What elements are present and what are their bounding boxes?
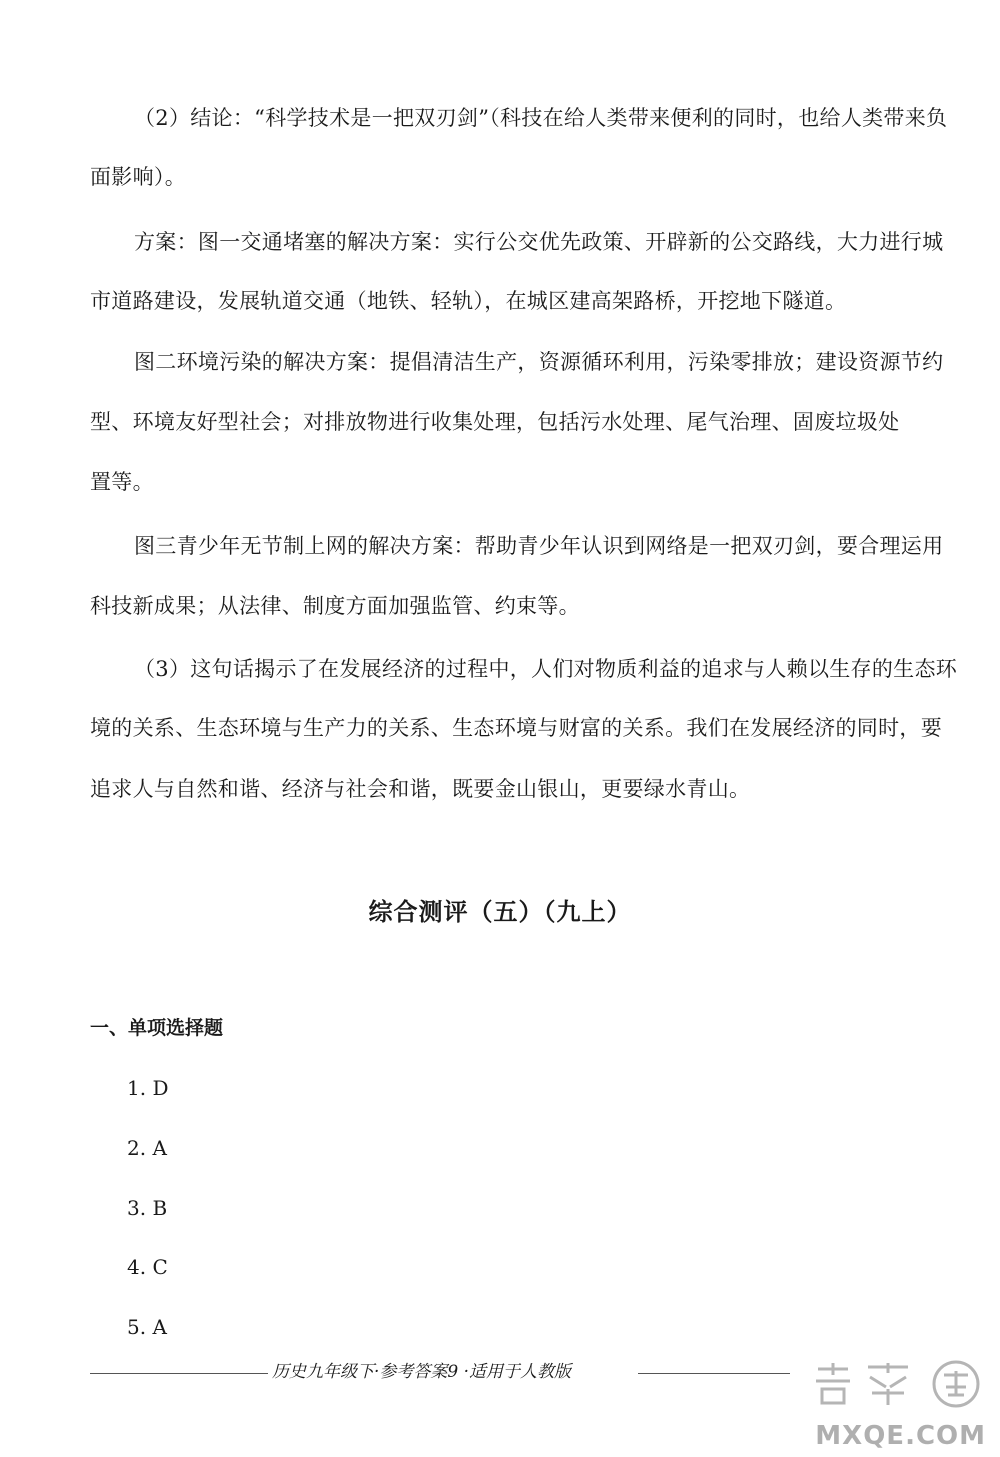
analysis-line-3: 追求人与自然和谐、经济与社会和谐，既要金山银山，更要绿水青山。 xyxy=(90,777,751,801)
answer-item: 1. D xyxy=(127,1076,169,1100)
plan-pollution-line-1: 图二环境污染的解决方案：提倡清洁生产，资源循环利用，污染零排放；建设资源节约 xyxy=(134,350,944,374)
conclusion-line-2: 面影响）。 xyxy=(90,165,186,189)
watermark-logo-icon xyxy=(806,1359,986,1409)
plan-pollution-line-3: 置等。 xyxy=(90,470,154,494)
answer-item: 4. C xyxy=(127,1255,168,1279)
watermark-site: MXQE.COM xyxy=(815,1421,986,1451)
analysis-line-1: （3）这句话揭示了在发展经济的过程中，人们对物质利益的追求与人赖以生存的生态环 xyxy=(134,657,958,681)
footer-text: 历史九年级下·参考答案9 ·适用于人教版 xyxy=(272,1362,572,1382)
answer-item: 2. A xyxy=(127,1136,167,1160)
plan-pollution-line-2: 型、环境友好型社会；对排放物进行收集处理，包括污水处理、尾气治理、固废垃圾处 xyxy=(90,410,900,434)
plan-traffic-line-1: 方案：图一交通堵塞的解决方案：实行公交优先政策、开辟新的公交路线，大力进行城 xyxy=(134,230,944,254)
subsection-title: 一、单项选择题 xyxy=(90,1017,224,1039)
plan-internet-line-2: 科技新成果；从法律、制度方面加强监管、约束等。 xyxy=(90,594,580,618)
footer-rule-right xyxy=(638,1373,790,1374)
section-title: 综合测评（五）（九上） xyxy=(368,898,632,926)
answer-item: 5. A xyxy=(127,1315,167,1339)
watermark xyxy=(806,1359,986,1449)
page-footer xyxy=(90,1362,790,1386)
plan-traffic-line-2: 市道路建设，发展轨道交通（地铁、轻轨），在城区建高架路桥，开挖地下隧道。 xyxy=(90,289,847,313)
plan-internet-line-1: 图三青少年无节制上网的解决方案：帮助青少年认识到网络是一把双刃剑，要合理运用 xyxy=(134,534,944,558)
analysis-line-2: 境的关系、生态环境与生产力的关系、生态环境与财富的关系。我们在发展经济的同时，要 xyxy=(90,716,942,740)
conclusion-line-1: （2）结论：“科学技术是一把双刃剑”（科技在给人类带来便利的同时，也给人类带来负 xyxy=(134,106,948,130)
footer-rule-left xyxy=(90,1373,268,1374)
answer-item: 3. B xyxy=(127,1196,168,1220)
